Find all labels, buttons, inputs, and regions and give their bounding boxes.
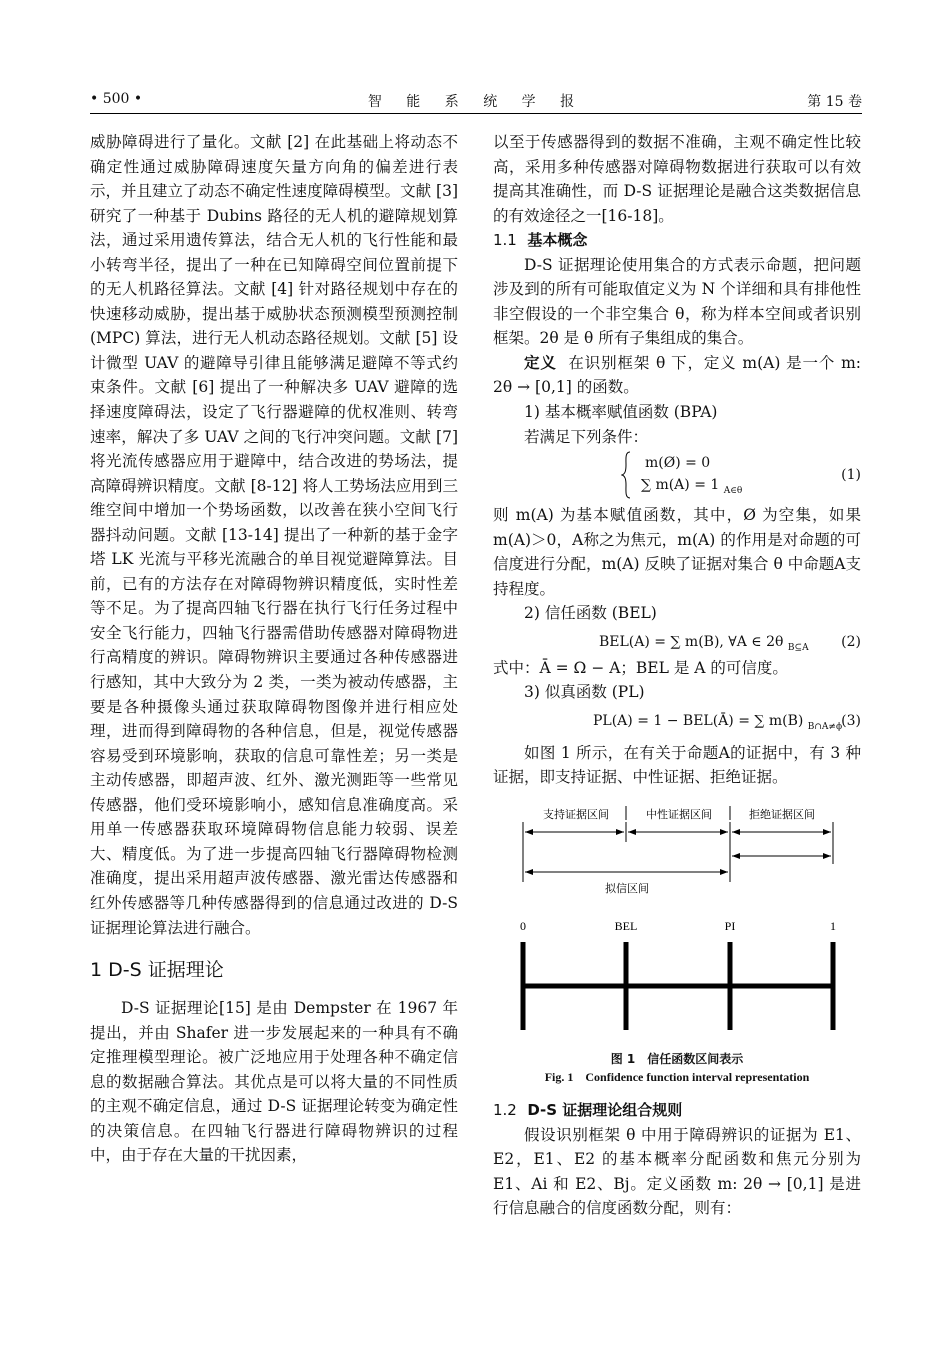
subsection-1-2-title [493,1098,861,1123]
reject-interval-label: 拒绝证据区间 [749,808,815,822]
subsection-number: 1.1 [493,231,517,250]
basic-concept-paragraph: D-S 证据理论使用集合的方式表示命题，把问题涉及到的所有可能取值定义为 N 个详细和具有排他性非空假设的一个非空集合 θ，称为样本空间或者识别框架。2θ 是 θ 所有子集组成的集合。 [493,255,861,348]
volume-label: 第 15 卷 [807,94,862,110]
bel-explanation: 式中：Ā = Ω − A；BEL 是 A 的可信度。 [493,658,788,677]
page-number: • 500 • [90,91,143,107]
tick-label-1: 1 [830,919,836,934]
subsection-number: 1.2 [493,1101,517,1120]
bpa-explanation: 则 m(A) 为基本赋值函数，其中，Ø 为空集，如果 m(A)＞0，A称之为焦元，m(A) 的作用是对命题的可信度进行分配，m(A) 反映了证据对集合 θ 中命题A支持程度。 [493,506,861,598]
equation-1 [493,449,861,503]
definition-paragraph [493,351,861,400]
tick-label-bel: BEL [614,919,638,934]
header-rule [90,113,862,114]
likelihood-interval-label: 拟信区间 [605,882,649,896]
definition-label: 定义 [524,352,557,372]
equation-1-number: (1) [841,467,861,484]
neutral-interval-label: 中性证据区间 [646,808,712,822]
figure-1 [493,802,861,1042]
item-bpa: 1) 基本概率赋值函数 (BPA) [524,403,718,422]
equation-1-sum: ∑ m(A) = 1 [641,477,720,494]
page-header [90,91,862,111]
brace-icon [621,451,631,499]
item-pl: 3) 似真函数 (PL) [524,683,645,702]
support-interval-label: 支持证据区间 [543,808,609,822]
equation-2-expr [599,630,809,660]
tick-label-pl: PI [724,919,736,934]
figure-intro-paragraph: 如图 1 所示，在有关于命题A的证据中，有 3 种证据，即支持证据、中性证据、拒绝证据。 [493,743,861,787]
journal-name: 智 能 系 统 学 报 [367,94,585,110]
section-1-title: 1 D-S 证据理论 [90,959,224,982]
subsection-1-1-title [493,228,861,253]
left-column [90,130,458,1168]
combination-rule-paragraph: 假设识别框架 θ 中用于障碍辨识的证据为 E1、E2，E1、E2 的基本概率分配函数和焦元分别为 E1、Ai 和 E2、Bj。定义函数 m: 2θ → [0,1] 是进行信息融合的信度函数分配，则有： [493,1125,861,1218]
equation-1-sub: A∈θ [723,485,743,496]
item-bel: 2) 信任函数 (BEL) [524,604,657,623]
equation-3-number: (3) [841,712,861,729]
equation-3-expr [593,709,842,739]
intro-paragraph: 威胁障碍进行了量化。文献 [2] 在此基础上将动态不确定性通过威胁障碍速度矢量方向角的偏差进行表示，并且建立了动态不确定性速度障碍模型。文献 [3] 研究了一种基于 Dubins 路径的无人机的避障规划算法，通过采用遗传算法，结合无人机的飞行性能和最小转弯半径，提出了一种在已知障碍空间位置前提下的无人机路径算法。文献 [4] 针对路径规划中存在的快速移动威胁，提出基于威胁状态预测模型预测控制 (MPC) 算法，进行无人机动态路径规划。文献 [5] 设计微型 UAV 的避障导引律且能够满足避障不等式约束条件。文献 [6] 提出了一种解决多 UAV 避障的选择速度障碍法，设定了飞行器避障的优权准则、转弯速率，解决了多 UAV 之间的飞行冲突问题。文献 [7] 将光流传感器应用于避障中，结合改进的势场法，提高障碍辨识精度。文献 [8-12] 将人工势场法应用到三维空间中增加一个势场函数，以改善在狭小空间飞行器抖动问题。文献 [13-14] 提出了一种新的基于金字塔 LK 光流与平移光流融合的单目视觉避障算法。目前，已有的方法存在对障碍物辨识精度低，实时性差等不足。为了提高四轴飞行器在执行飞行任务过程中安全飞行能力，四轴飞行器需借助传感器对障碍物进行高精度的辨识。障碍物辨识主要通过各种传感器进行感知，其中大致分为 2 类，一类为被动传感器，主要是各种摄像头通过获取障碍物图像并进行相应处理，进而得到障碍物的各种信息，但是，视觉传感器容易受到环境影响，获取的信息可靠性差；另一类是主动传感器，即超声波、红外、激光测距等一些常见传感器，他们受环境影响小，感知信息准确度高。采用单一传感器获取环境障碍物信息能力较弱、误差大、精度低。为了进一步提高四轴飞行器障碍物检测准确度，提出采用超声波传感器、激光雷达传感器和红外传感器等几种传感器得到的信息通过改进的 D-S 证据理论算法进行融合。 [90,133,458,937]
section-1-paragraph: D-S 证据理论[15] 是由 Dempster 在 1967 年提出，并由 Shafer 进一步发展起来的一种具有不确定推理模型理论。被广泛地应用于处理各种不确定信息的数据融合算法。其优点是可以将大量的不同性质的主观不确定信息，通过 D-S 证据理论转变为确定性的决策信息。在四轴飞行器进行障碍物辨识的过程中，由于存在大量的干扰因素， [90,999,458,1165]
figure-caption-en: Fig. 1 Confidence function interval representation [544,1070,810,1085]
equation-1-line-1: m(Ø) = 0 [645,455,711,472]
tick-label-0: 0 [520,919,526,934]
condition-text: 若满足下列条件： [524,427,649,446]
equation-2 [493,626,861,656]
right-column [493,130,861,1221]
equation-1-line-2 [641,473,742,503]
equation-3-sub: B∩A≠ϕ [807,721,843,732]
equation-3-text: PL(A) = 1 − BEL(Ā) = ∑ m(B) [593,712,804,729]
equation-3 [493,705,861,735]
equation-2-number: (2) [841,633,861,650]
equation-2-sub: B⊆A [787,642,809,653]
interval-diagram [493,802,861,1042]
continued-paragraph: 以至于传感器得到的数据不准确，主观不确定性比较高，采用多种传感器对障碍物数据进行获取可以有效提高其准确性，而 D-S 证据理论是融合这类数据信息的有效途径之一[16-18]。 [493,133,861,225]
subsection-title: D-S 证据理论组合规则 [527,1101,683,1120]
equation-2-text: BEL(A) = ∑ m(B), ∀A ∈ 2θ [599,633,784,650]
definition-text: 在识别框架 θ 下，定义 m(A) 是一个 m: 2θ → [0,1] 的函数。 [493,353,861,397]
figure-caption-zh: 图 1 信任函数区间表示 [610,1052,744,1067]
subsection-title: 基本概念 [527,231,588,250]
